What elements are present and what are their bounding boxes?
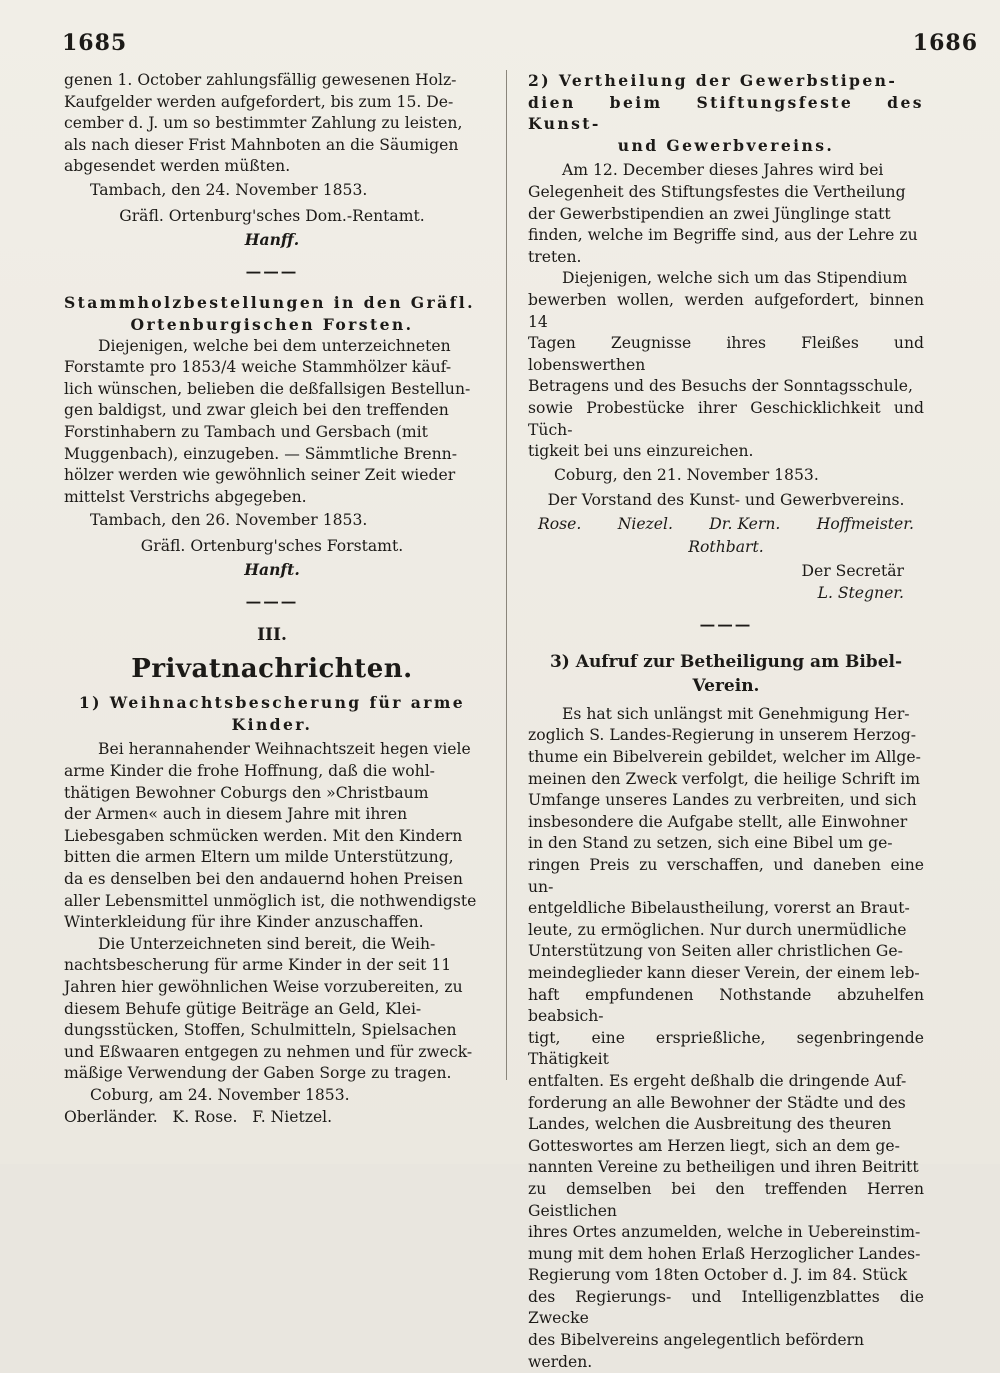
- board-names: [528, 514, 924, 536]
- text-line: zu demselben bei den treffenden Herren Geistlichen: [528, 1179, 924, 1220]
- text-line: tigkeit bei uns einzureichen.: [528, 442, 754, 461]
- text-line: Muggenbach), einzugeben. — Sämmtliche Brenn-: [64, 444, 457, 463]
- place-date: Tambach, den 26. November 1853.: [90, 511, 368, 530]
- text-line: treten.: [528, 247, 582, 266]
- text-line: entgeldliche Bibelaustheilung, vorerst an Braut-: [528, 899, 910, 918]
- text-line: da es denselben bei den andauernd hohen Preisen: [64, 870, 463, 888]
- text-line: thume ein Bibelverein gebildet, welcher im Allge-: [528, 748, 921, 767]
- subsection-title: [64, 692, 480, 735]
- text-line: in den Stand zu setzen, sich eine Bibel um ge-: [528, 834, 893, 853]
- text-line: Es hat sich unlängst mit Genehmigung Her-: [562, 704, 910, 723]
- page-number-left: 1685: [62, 30, 128, 56]
- text-line: Liebesgaben schmücken werden. Mit den Kindern: [64, 826, 463, 845]
- title-line: 2) Vertheilung der Gewerbstipen-: [528, 71, 898, 90]
- board-name: Rose.: [538, 514, 582, 533]
- text-line: Diejenigen, welche bei dem unterzeichneten: [98, 336, 451, 355]
- office-signature: Gräfl. Ortenburg'sches Dom.-Rentamt.: [119, 206, 425, 225]
- text-line: aller Lebensmittel unmöglich ist, die nothwendigste: [64, 891, 477, 910]
- text-line: bewerben wollen, werden aufgefordert, binnen 14: [528, 290, 924, 331]
- place-date: Coburg, den 21. November 1853.: [554, 465, 819, 484]
- text-line: Gelegenheit des Stiftungsfestes die Vertheilung: [528, 182, 906, 201]
- text-line: nachtsbescherung für arme Kinder in der seit 11: [64, 956, 452, 975]
- text-line: Kaufgelder werden aufgefordert, bis zum 15. De-: [64, 92, 454, 111]
- text-line: forderung an alle Bewohner der Städte und des: [528, 1093, 906, 1112]
- text-line: Umfange unseres Landes zu verbreiten, und sich: [528, 791, 917, 810]
- board-name: Hoffmeister.: [816, 514, 914, 533]
- text-line: thätigen Bewohner Coburgs den »Christbaum: [64, 783, 429, 802]
- text-line: bitten die armen Eltern um milde Unterstützung,: [64, 848, 454, 867]
- title-line: Ortenburgischen Forsten.: [130, 314, 414, 334]
- text-line: Bei herannahender Weihnachtszeit hegen viele: [98, 740, 471, 759]
- title-line: und Gewerbvereins.: [617, 135, 835, 155]
- text-line: haft empfundenen Nothstande abzuhelfen beabsich-: [528, 985, 924, 1026]
- text-line: diesem Behufe gütige Beiträge an Geld, Klei-: [64, 999, 422, 1018]
- board-name: Dr. Kern.: [709, 514, 781, 533]
- board-name: Niezel.: [617, 514, 673, 533]
- place-date: Coburg, am 24. November 1853.: [90, 1085, 350, 1104]
- text-line: als nach dieser Frist Mahnboten an die Säumigen: [64, 135, 459, 154]
- body-paragraph: [528, 160, 924, 268]
- text-line: cember d. J. um so bestimmter Zahlung zu leisten,: [64, 114, 463, 133]
- text-line: meindeglieder kann dieser Verein, der einem leb-: [528, 963, 920, 982]
- text-line: tigt, eine ersprießliche, segenbringende Thätigkeit: [528, 1028, 924, 1069]
- text-line: zoglich S. Landes-Regierung in unserem Herzog-: [528, 726, 917, 745]
- text-line: lich wünschen, belieben die deßfallsigen Bestellun-: [64, 379, 471, 398]
- text-line: genen 1. October zahlungsfällig gewesenen Holz-: [64, 71, 457, 89]
- place-date: Tambach, den 24. November 1853.: [90, 180, 368, 199]
- right-column: [528, 70, 924, 1373]
- divider: ———: [245, 261, 299, 281]
- text-line: insbesondere die Aufgabe stellt, alle Einwohner: [528, 812, 908, 831]
- board-signature: Der Vorstand des Kunst- und Gewerbvereins.: [547, 491, 905, 510]
- signers: Oberländer. K. Rose. F. Nietzel.: [64, 1107, 333, 1126]
- title-line: Verein.: [692, 675, 760, 696]
- body-paragraph: [528, 268, 924, 462]
- text-line: Gotteswortes am Herzen liegt, sich an dem ge-: [528, 1136, 900, 1155]
- text-line: Regierung vom 18ten October d. J. im 84. Stück: [528, 1266, 908, 1285]
- body-paragraph: [64, 934, 480, 1085]
- notice-paragraph: [64, 336, 480, 509]
- notice-title: [64, 292, 480, 335]
- text-line: der Armen« auch in diesem Jahre mit ihren: [64, 805, 408, 824]
- text-line: des Regierungs- und Intelligenzblattes die Zwecke: [528, 1287, 924, 1328]
- text-line: mittelst Verstrichs abgegeben.: [64, 487, 307, 506]
- signer: Hanft.: [244, 560, 300, 580]
- signer: Hanff.: [244, 230, 300, 250]
- body-paragraph: [64, 739, 480, 933]
- office-signature: Gräfl. Ortenburg'sches Forstamt.: [140, 536, 404, 555]
- text-line: Die Unterzeichneten sind bereit, die Weih-: [98, 934, 436, 953]
- page-number-right: 1686: [912, 30, 978, 56]
- text-line: ringen Preis zu verschaffen, und daneben eine un-: [528, 856, 924, 896]
- text-line: dungsstücken, Stoffen, Schulmitteln, Spielsachen: [64, 1021, 457, 1040]
- board-name: Rothbart.: [688, 538, 764, 557]
- title-line: 3) Aufruf zur Betheiligung am Bibel-: [549, 651, 903, 672]
- divider: ———: [699, 615, 753, 635]
- text-line: mung mit dem hohen Erlaß Herzoglicher Landes-: [528, 1244, 921, 1263]
- text-line: finden, welche im Begriffe sind, aus der Lehre zu: [528, 226, 918, 245]
- section-title: Privatnachrichten.: [131, 654, 413, 685]
- intro-paragraph: [64, 70, 480, 178]
- text-line: Forstamte pro 1853/4 weiche Stammhölzer käuf-: [64, 358, 452, 377]
- title-line: Kinder.: [231, 714, 313, 734]
- title-line: dien beim Stiftungsfeste des Kunst-: [528, 92, 924, 134]
- text-line: mäßige Verwendung der Gaben Sorge zu tragen.: [64, 1064, 452, 1083]
- subsection-title: [528, 650, 924, 698]
- subsection-title: [528, 70, 924, 156]
- text-line: gen baldigst, und zwar gleich bei den treffenden: [64, 401, 449, 420]
- text-line: Diejenigen, welche sich um das Stipendium: [562, 269, 908, 288]
- text-line: Winterkleidung für ihre Kinder anzuschaffen.: [64, 913, 424, 932]
- text-line: hölzer werden wie gewöhnlich seiner Zeit wieder: [64, 466, 456, 485]
- left-column: [64, 70, 480, 1128]
- text-line: meinen den Zweck verfolgt, die heilige Schrift im: [528, 769, 921, 788]
- text-line: Landes, welchen die Ausbreitung des theuren: [528, 1115, 892, 1134]
- text-line: und Eßwaaren entgegen zu nehmen und für zweck-: [64, 1042, 473, 1061]
- text-line: Tagen Zeugnisse ihres Fleißes und lobenswerthen: [528, 334, 924, 374]
- secretary-label: Der Secretär: [801, 562, 904, 581]
- text-line: der Gewerbstipendien an zwei Jünglinge statt: [528, 204, 891, 223]
- text-line: leute, zu ermöglichen. Nur durch unermüdliche: [528, 920, 907, 939]
- secretary-name: L. Stegner.: [817, 583, 904, 602]
- text-line: nannten Vereine zu betheiligen und ihren Beitritt: [528, 1158, 919, 1177]
- text-line: sowie Probestücke ihrer Geschicklichkeit und Tüch-: [528, 398, 924, 439]
- text-line: ihres Ortes anzumelden, welche in Uebereinstim-: [528, 1223, 921, 1242]
- text-line: entfalten. Es ergeht deßhalb die dringende Auf-: [528, 1071, 907, 1090]
- text-line: abgesendet werden müßten.: [64, 157, 291, 176]
- section-number: III.: [257, 624, 287, 645]
- text-line: Forstinhabern zu Tambach und Gersbach (mit: [64, 422, 428, 441]
- text-line: Betragens und des Besuchs der Sonntagsschule,: [528, 377, 913, 396]
- title-line: 1) Weihnachtsbescherung für arme: [78, 693, 466, 713]
- text-line: arme Kinder die frohe Hoffnung, daß die wohl-: [64, 762, 435, 781]
- body-paragraph: [528, 704, 924, 1373]
- text-line: Unterstützung von Seiten aller christlichen Ge-: [528, 942, 903, 961]
- text-line: des Bibelvereins angelegentlich befördern werden.: [528, 1331, 865, 1371]
- title-line: Stammholzbestellungen in den Gräfl.: [64, 293, 475, 313]
- text-line: Jahren hier gewöhnlichen Weise vorzubereiten, zu: [64, 977, 463, 996]
- text-line: Am 12. December dieses Jahres wird bei: [562, 161, 884, 180]
- column-divider: [506, 70, 507, 1080]
- divider: ———: [245, 592, 299, 612]
